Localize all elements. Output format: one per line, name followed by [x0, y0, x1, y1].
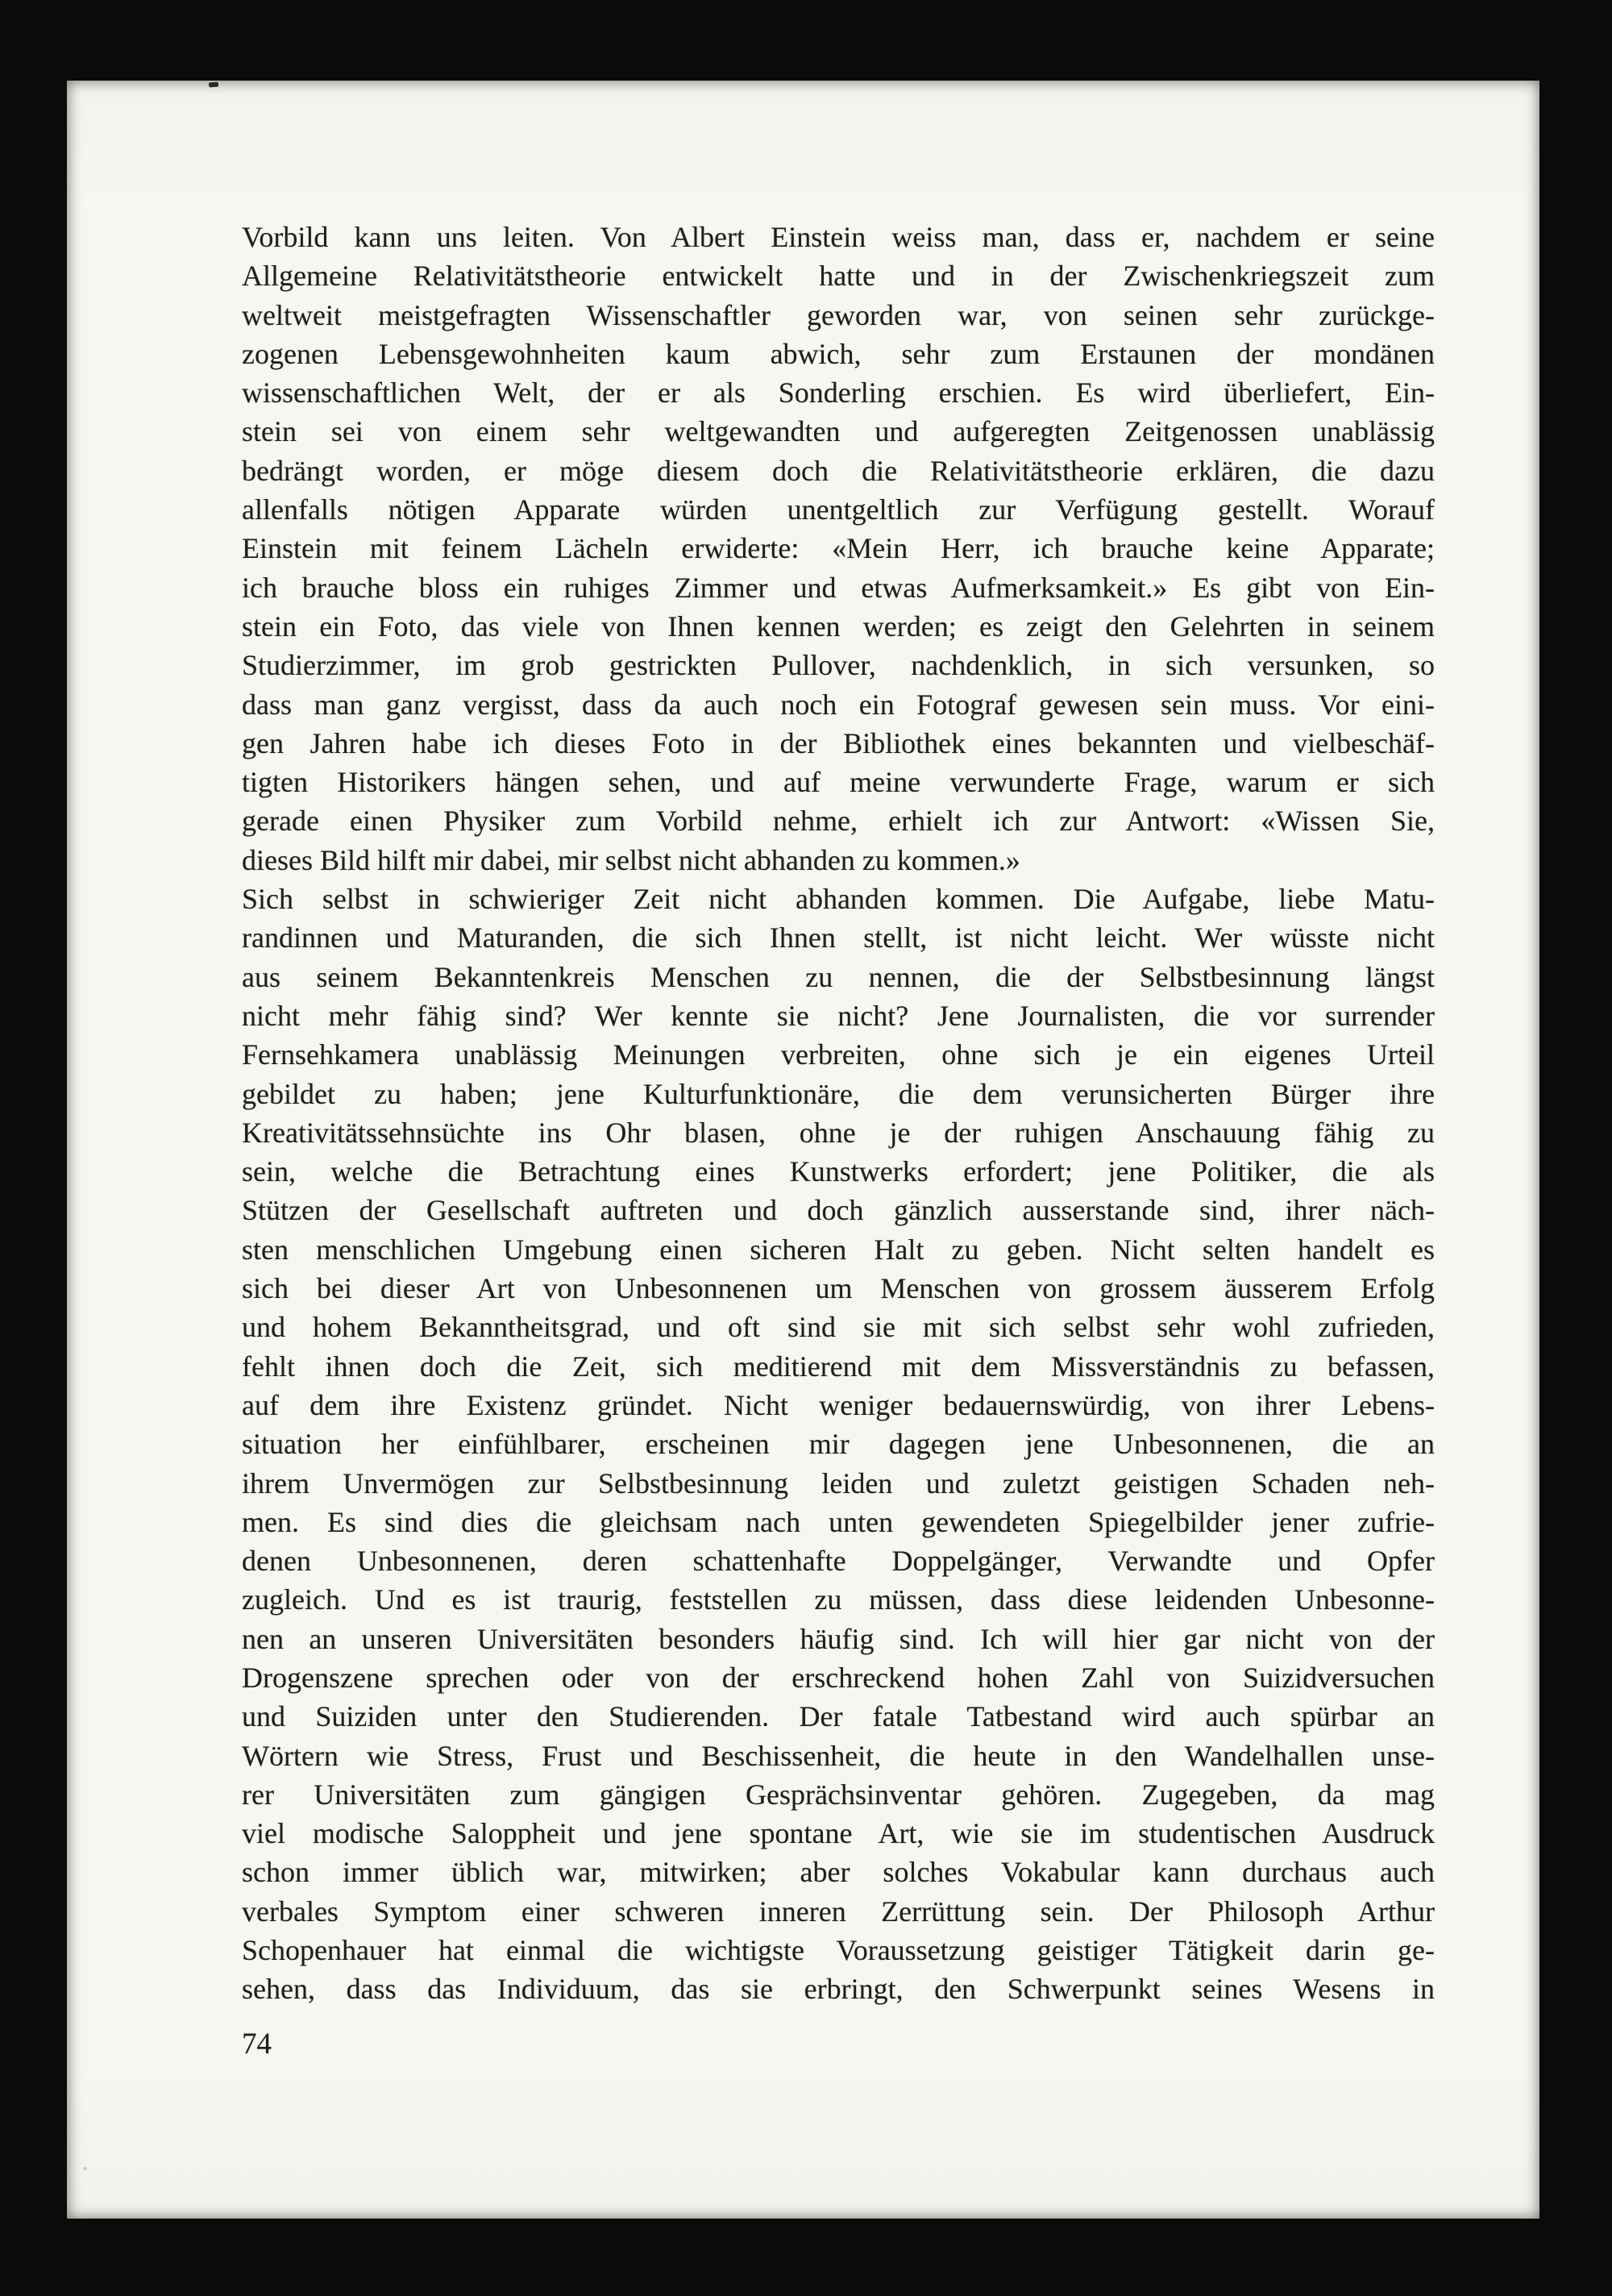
- body-text: [242, 218, 1435, 2009]
- text-line-7: bedrängt worden, er möge diesem doch die Relativitätstheorie erklären, die dazu: [242, 454, 1435, 487]
- text-line-20: aus seinem Bekanntenkreis Menschen zu nennen, die der Selbstbesinnung längst: [242, 960, 1435, 993]
- text-line-39: und Suiziden unter den Studierenden. Der fatale Tatbestand wird auch spürbar an: [242, 1700, 1435, 1733]
- text-line-35: denen Unbesonnenen, deren schattenhafte Doppelgänger, Verwandte und Opfer: [242, 1545, 1435, 1578]
- text-line-18: Sich selbst in schwieriger Zeit nicht abhanden kommen. Die Aufgabe, liebe Matu-: [242, 883, 1435, 916]
- page-number: 74: [242, 2028, 272, 2061]
- text-line-15: tigten Historikers hängen sehen, und auf meine verwunderte Frage, warum er sich: [242, 766, 1435, 799]
- text-line-43: schon immer üblich war, mitwirken; aber solches Vokabular kann durchaus auch: [242, 1856, 1435, 1889]
- text-line-24: Kreativitätssehnsüchte ins Ohr blasen, ohne je der ruhigen Anschauung fähig zu: [242, 1116, 1435, 1149]
- text-line-40: Wörtern wie Stress, Frust und Beschissenheit, die heute in den Wandelhallen unse-: [242, 1739, 1435, 1772]
- book-page: [67, 81, 1539, 2219]
- text-line-31: auf dem ihre Existenz gründet. Nicht weniger bedauernswürdig, von ihrer Lebens-: [242, 1388, 1435, 1421]
- text-line-2: Allgemeine Relativitätstheorie entwickelt hatte und in der Zwischenkriegszeit zum: [242, 260, 1435, 293]
- text-line-5: wissenschaftlichen Welt, der er als Sonderling erschien. Es wird überliefert, Ein-: [242, 376, 1435, 410]
- text-line-21: nicht mehr fähig sind? Wer kennte sie nicht? Jene Journalisten, die vor surrender: [242, 999, 1435, 1032]
- scan-artifact-top-edge: [209, 82, 218, 88]
- text-line-17: dieses Bild hilft mir dabei, mir selbst nicht abhanden zu kommen.»: [242, 843, 1020, 876]
- text-line-37: nen an unseren Universitäten besonders häufig sind. Ich will hier gar nicht von der: [242, 1622, 1435, 1655]
- text-line-27: sten menschlichen Umgebung einen sicheren Halt zu geben. Nicht selten handelt es: [242, 1233, 1435, 1266]
- text-line-36: zugleich. Und es ist traurig, feststellen zu müssen, dass diese leidenden Unbesonne-: [242, 1583, 1435, 1616]
- scan-artifact-speck: [83, 2167, 87, 2170]
- text-line-28: sich bei dieser Art von Unbesonnenen um Menschen von grossem äusserem Erfolg: [242, 1272, 1435, 1305]
- text-line-25: sein, welche die Betrachtung eines Kunstwerks erfordert; jene Politiker, die als: [242, 1155, 1435, 1188]
- text-line-44: verbales Symptom einer schweren inneren Zerrüttung sein. Der Philosoph Arthur: [242, 1895, 1435, 1928]
- text-line-26: Stützen der Gesellschaft auftreten und doch gänzlich ausserstande sind, ihrer näch-: [242, 1194, 1435, 1227]
- text-line-42: viel modische Saloppheit und jene spontane Art, wie sie im studentischen Ausdruck: [242, 1817, 1435, 1850]
- text-line-41: rer Universitäten zum gängigen Gesprächsinventar gehören. Zugegeben, da mag: [242, 1778, 1435, 1811]
- text-line-34: men. Es sind dies die gleichsam nach unten gewendeten Spiegelbilder jener zufrie-: [242, 1505, 1435, 1538]
- text-line-19: randinnen und Maturanden, die sich Ihnen stellt, ist nicht leicht. Wer wüsste nicht: [242, 921, 1435, 955]
- text-line-8: allenfalls nötigen Apparate würden unentgeltlich zur Verfügung gestellt. Worauf: [242, 493, 1435, 526]
- text-line-23: gebildet zu haben; jene Kulturfunktionäre, die dem verunsicherten Bürger ihre: [242, 1077, 1435, 1110]
- text-line-33: ihrem Unvermögen zur Selbstbesinnung leiden und zuletzt geistigen Schaden neh-: [242, 1466, 1435, 1499]
- text-line-3: weltweit meistgefragten Wissenschaftler geworden war, von seinen sehr zurückge-: [242, 298, 1435, 331]
- text-line-46: sehen, dass das Individuum, das sie erbringt, den Schwerpunkt seines Wesens in: [242, 1973, 1435, 2006]
- text-line-12: Studierzimmer, im grob gestrickten Pullover, nachdenklich, in sich versunken, so: [242, 649, 1435, 682]
- text-line-9: Einstein mit feinem Lächeln erwiderte: «Mein Herr, ich brauche keine Apparate;: [242, 532, 1435, 565]
- text-line-10: ich brauche bloss ein ruhiges Zimmer und etwas Aufmerksamkeit.» Es gibt von Ein-: [242, 571, 1435, 604]
- text-line-13: dass man ganz vergisst, dass da auch noch ein Fotograf gewesen sein muss. Vor eini-: [242, 688, 1435, 721]
- text-line-30: fehlt ihnen doch die Zeit, sich meditierend mit dem Missverständnis zu befassen,: [242, 1350, 1435, 1383]
- text-line-11: stein ein Foto, das viele von Ihnen kennen werden; es zeigt den Gelehrten in seinem: [242, 609, 1435, 643]
- text-line-45: Schopenhauer hat einmal die wichtigste Voraussetzung geistiger Tätigkeit darin ge-: [242, 1934, 1435, 1967]
- text-line-32: situation her einfühlbarer, erscheinen mir dagegen jene Unbesonnenen, die an: [242, 1428, 1435, 1461]
- text-line-29: und hohem Bekanntheitsgrad, und oft sind sie mit sich selbst sehr wohl zufrieden,: [242, 1311, 1435, 1344]
- text-line-16: gerade einen Physiker zum Vorbild nehme, erhielt ich zur Antwort: «Wissen Sie,: [242, 805, 1435, 838]
- text-line-22: Fernsehkamera unablässig Meinungen verbreiten, ohne sich je ein eigenes Urteil: [242, 1038, 1435, 1071]
- text-line-1: Vorbild kann uns leiten. Von Albert Einstein weiss man, dass er, nachdem er seine: [242, 221, 1435, 253]
- text-line-38: Drogenszene sprechen oder von der erschreckend hohen Zahl von Suizidversuchen: [242, 1661, 1435, 1694]
- text-line-4: zogenen Lebensgewohnheiten kaum abwich, sehr zum Erstaunen der mondänen: [242, 337, 1435, 370]
- text-line-6: stein sei von einem sehr weltgewandten und aufgeregten Zeitgenossen unablässig: [242, 415, 1435, 448]
- text-line-14: gen Jahren habe ich dieses Foto in der Bibliothek eines bekannten und vielbeschäf-: [242, 726, 1435, 759]
